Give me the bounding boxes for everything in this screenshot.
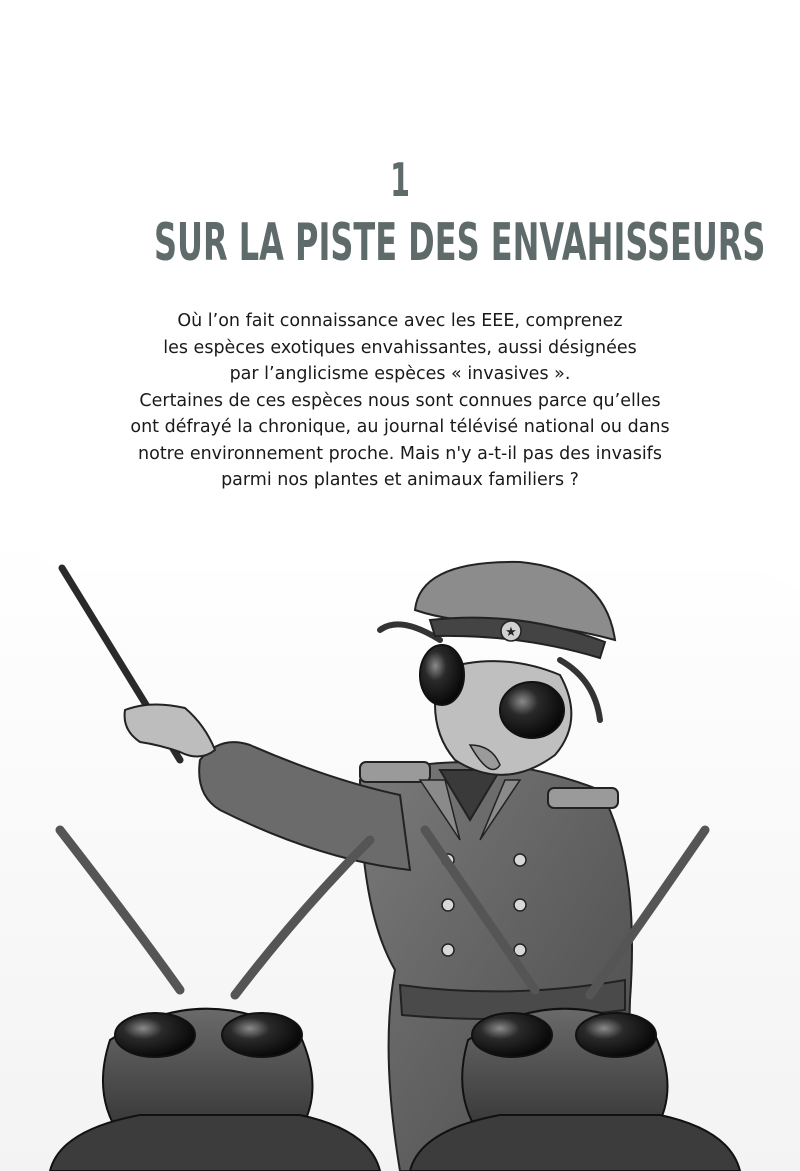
intro-line: Où l’on fait connaissance avec les EEE, comprenez bbox=[177, 311, 623, 331]
intro-line: par l’anglicisme espèces « invasives ». bbox=[229, 364, 571, 384]
intro-line: les espèces exotiques envahissantes, aussi désignées bbox=[163, 337, 637, 358]
intro-line: ont défrayé la chronique, au journal télévisé national ou dans bbox=[130, 417, 670, 437]
intro-line: notre environnement proche. Mais n'y a-t-il pas des invasifs bbox=[138, 443, 662, 464]
chapter-title: SUR LA PISTE DES ENVAHISSEURS bbox=[154, 213, 766, 273]
chapter-intro bbox=[100, 308, 700, 494]
chapter-number: 1 bbox=[390, 153, 410, 207]
chapter-illustration bbox=[0, 530, 800, 1171]
intro-line: parmi nos plantes et animaux familiers ? bbox=[221, 470, 579, 490]
intro-line: Certaines de ces espèces nous sont connues parce qu’elles bbox=[139, 390, 661, 411]
svg-text:★: ★ bbox=[505, 625, 517, 640]
